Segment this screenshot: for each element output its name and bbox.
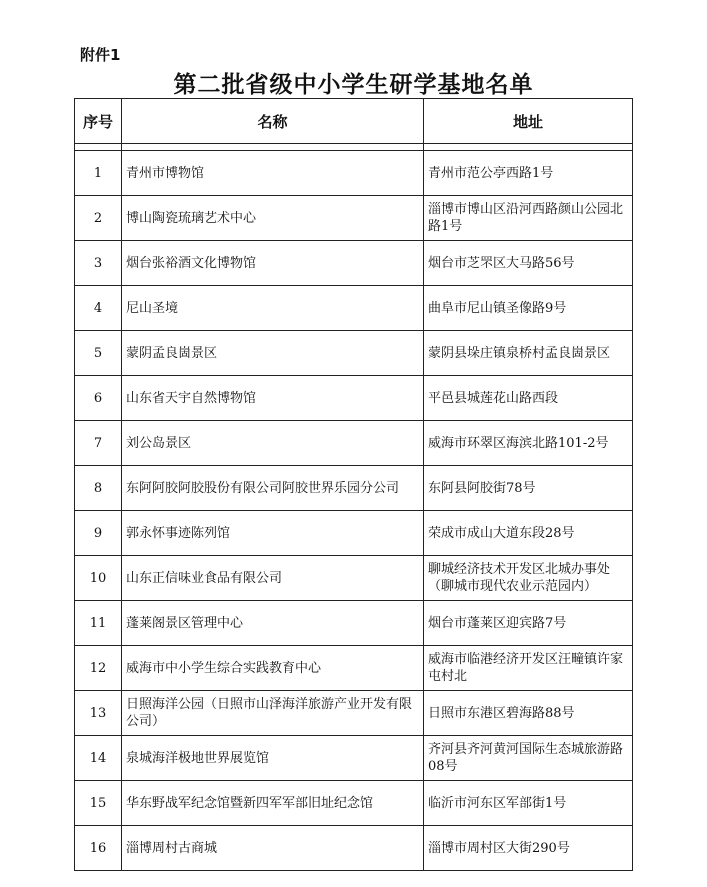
row-address: 淄博市博山区沿河西路颜山公园北路1号	[424, 196, 633, 241]
row-number: 1	[75, 151, 122, 196]
row-number: 11	[75, 601, 122, 646]
row-address: 平邑县城莲花山路西段	[424, 376, 633, 421]
row-name: 泉城海洋极地世界展览馆	[122, 736, 424, 781]
row-address: 青州市范公亭西路1号	[424, 151, 633, 196]
attachment-label: 附件1	[80, 46, 121, 64]
table-row	[75, 286, 633, 331]
row-number: 4	[75, 286, 122, 331]
header-name: 名称	[122, 99, 424, 144]
table-row	[75, 736, 633, 781]
row-name: 山东正信味业食品有限公司	[122, 556, 424, 601]
row-address: 聊城经济技术开发区北城办事处（聊城市现代农业示范园内）	[424, 556, 633, 601]
row-number: 9	[75, 511, 122, 556]
row-name: 淄博周村古商城	[122, 826, 424, 871]
row-address: 淄博市周村区大街290号	[424, 826, 633, 871]
table-row	[75, 466, 633, 511]
table-row	[75, 331, 633, 376]
table-row	[75, 601, 633, 646]
row-number: 2	[75, 196, 122, 241]
header-gap-row	[75, 144, 633, 151]
table-row	[75, 826, 633, 871]
row-name: 尼山圣境	[122, 286, 424, 331]
row-address: 东阿县阿胶街78号	[424, 466, 633, 511]
row-name: 刘公岛景区	[122, 421, 424, 466]
table-row	[75, 556, 633, 601]
row-name: 蒙阴孟良崮景区	[122, 331, 424, 376]
header-address: 地址	[424, 99, 633, 144]
row-number: 14	[75, 736, 122, 781]
row-name: 华东野战军纪念馆暨新四军军部旧址纪念馆	[122, 781, 424, 826]
row-name: 郭永怀事迹陈列馆	[122, 511, 424, 556]
row-number: 13	[75, 691, 122, 736]
row-address: 威海市临港经济开发区汪疃镇许家屯村北	[424, 646, 633, 691]
row-address: 蒙阴县垛庄镇泉桥村孟良崮景区	[424, 331, 633, 376]
table-row	[75, 646, 633, 691]
header-no: 序号	[75, 99, 122, 144]
row-name: 山东省天宇自然博物馆	[122, 376, 424, 421]
row-number: 7	[75, 421, 122, 466]
row-number: 10	[75, 556, 122, 601]
row-address: 烟台市芝罘区大马路56号	[424, 241, 633, 286]
table-row	[75, 781, 633, 826]
row-address: 烟台市蓬莱区迎宾路7号	[424, 601, 633, 646]
row-address: 日照市东港区碧海路88号	[424, 691, 633, 736]
row-name: 日照海洋公园（日照市山泽海洋旅游产业开发有限公司）	[122, 691, 424, 736]
table-row	[75, 691, 633, 736]
table-row	[75, 511, 633, 556]
row-number: 15	[75, 781, 122, 826]
row-address: 齐河县齐河黄河国际生态城旅游路08号	[424, 736, 633, 781]
row-name: 博山陶瓷琉璃艺术中心	[122, 196, 424, 241]
row-name: 青州市博物馆	[122, 151, 424, 196]
row-number: 16	[75, 826, 122, 871]
row-number: 5	[75, 331, 122, 376]
table-row	[75, 376, 633, 421]
table-row	[75, 241, 633, 286]
table-row	[75, 421, 633, 466]
research-base-table	[74, 98, 633, 871]
table-header-row	[75, 99, 633, 144]
document-title: 第二批省级中小学生研学基地名单	[173, 72, 534, 98]
row-address: 曲阜市尼山镇圣像路9号	[424, 286, 633, 331]
row-number: 3	[75, 241, 122, 286]
row-name: 东阿阿胶阿胶股份有限公司阿胶世界乐园分公司	[122, 466, 424, 511]
row-address: 威海市环翠区海滨北路101-2号	[424, 421, 633, 466]
row-name: 威海市中小学生综合实践教育中心	[122, 646, 424, 691]
table-row	[75, 151, 633, 196]
row-name: 蓬莱阁景区管理中心	[122, 601, 424, 646]
row-address: 临沂市河东区军部街1号	[424, 781, 633, 826]
row-name: 烟台张裕酒文化博物馆	[122, 241, 424, 286]
row-number: 8	[75, 466, 122, 511]
row-number: 6	[75, 376, 122, 421]
row-number: 12	[75, 646, 122, 691]
table-row	[75, 196, 633, 241]
row-address: 荣成市成山大道东段28号	[424, 511, 633, 556]
